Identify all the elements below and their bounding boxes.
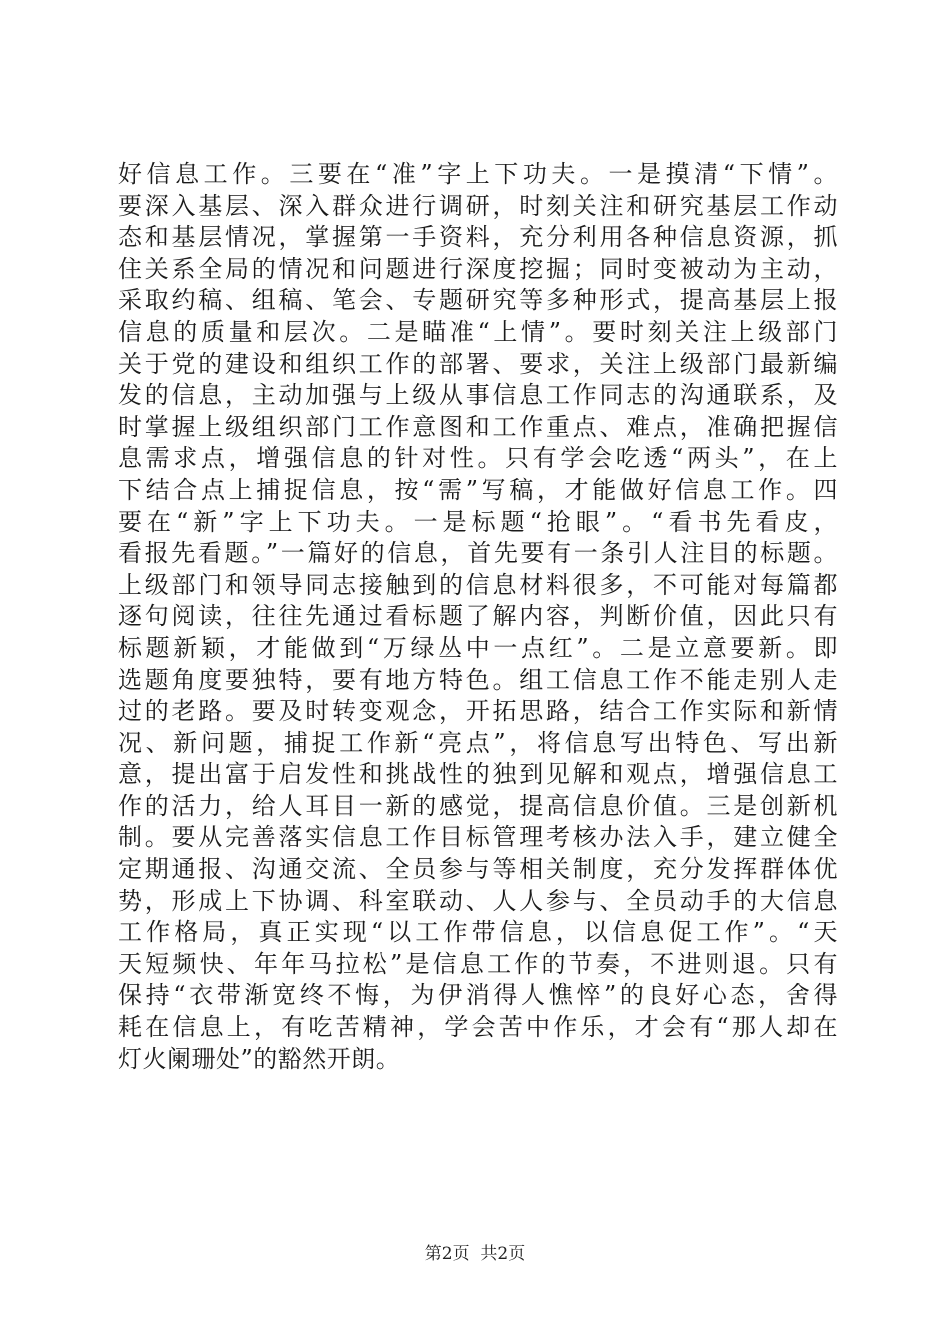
text-line: 耗在信息上，有吃苦精神，学会苦中作乐，才会有“那人却在 [118, 1013, 838, 1042]
text-line: 信息的质量和层次。二是瞄准“上情”。要时刻关注上级部门 [118, 317, 838, 346]
text-line: 发的信息，主动加强与上级从事信息工作同志的沟通联系，及 [118, 381, 838, 410]
text-line: 选题角度要独特，要有地方特色。组工信息工作不能走别人走 [118, 665, 838, 694]
text-line: 作的活力，给人耳目一新的感觉，提高信息价值。三是创新机 [118, 791, 838, 820]
text-line: 上级部门和领导同志接触到的信息材料很多，不可能对每篇都 [118, 570, 838, 599]
text-line: 关于党的建设和组织工作的部署、要求，关注上级部门最新编 [118, 349, 838, 378]
text-line: 态和基层情况，掌握第一手资料，充分利用各种信息资源，抓 [118, 223, 838, 252]
text-line: 势，形成上下协调、科室联动、人人参与、全员动手的大信息 [118, 886, 838, 915]
text-line: 好信息工作。三要在“准”字上下功夫。一是摸清“下情”。 [118, 160, 838, 188]
text-line: 意，提出富于启发性和挑战性的独到见解和观点，增强信息工 [118, 760, 838, 789]
text-line: 要深入基层、深入群众进行调研，时刻关注和研究基层工作动 [118, 191, 838, 220]
page-number: 第2页 共2页 [424, 1244, 526, 1264]
page-footer [0, 1243, 950, 1265]
text-line: 过的老路。要及时转变观念，开拓思路，结合工作实际和新情 [118, 697, 838, 726]
text-line: 看报先看题。”一篇好的信息，首先要有一条引人注目的标题。 [118, 539, 838, 568]
text-line: 保持“衣带渐宽终不悔，为伊消得人憔悴”的良好心态，舍得 [118, 981, 838, 1010]
text-line: 息需求点，增强信息的针对性。只有学会吃透“两头”，在上 [118, 444, 838, 473]
body-text [118, 159, 838, 1075]
text-line: 标题新颖，才能做到“万绿丛中一点红”。二是立意要新。即 [118, 633, 838, 662]
text-line: 逐句阅读，往往先通过看标题了解内容，判断价值，因此只有 [118, 602, 838, 631]
text-line-last: 灯火阑珊处”的豁然开朗。 [118, 1044, 401, 1073]
text-line: 采取约稿、组稿、笔会、专题研究等多种形式，提高基层上报 [118, 286, 838, 315]
text-line: 工作格局，真正实现“以工作带信息，以信息促工作”。“天 [118, 918, 838, 947]
text-line: 天短频快、年年马拉松”是信息工作的节奏，不进则退。只有 [118, 949, 838, 978]
text-line: 时掌握上级组织部门工作意图和工作重点、难点，准确把握信 [118, 412, 838, 441]
text-line: 要在“新”字上下功夫。一是标题“抢眼”。“看书先看皮， [118, 507, 838, 536]
text-line: 定期通报、沟通交流、全员参与等相关制度，充分发挥群体优 [118, 855, 838, 884]
text-line: 住关系全局的情况和问题进行深度挖掘；同时变被动为主动， [118, 254, 838, 283]
text-line: 下结合点上捕捉信息，按“需”写稿，才能做好信息工作。四 [118, 475, 838, 504]
text-line: 制。要从完善落实信息工作目标管理考核办法入手，建立健全 [118, 823, 838, 852]
text-line: 况、新问题，捕捉工作新“亮点”，将信息写出特色、写出新 [118, 728, 838, 757]
